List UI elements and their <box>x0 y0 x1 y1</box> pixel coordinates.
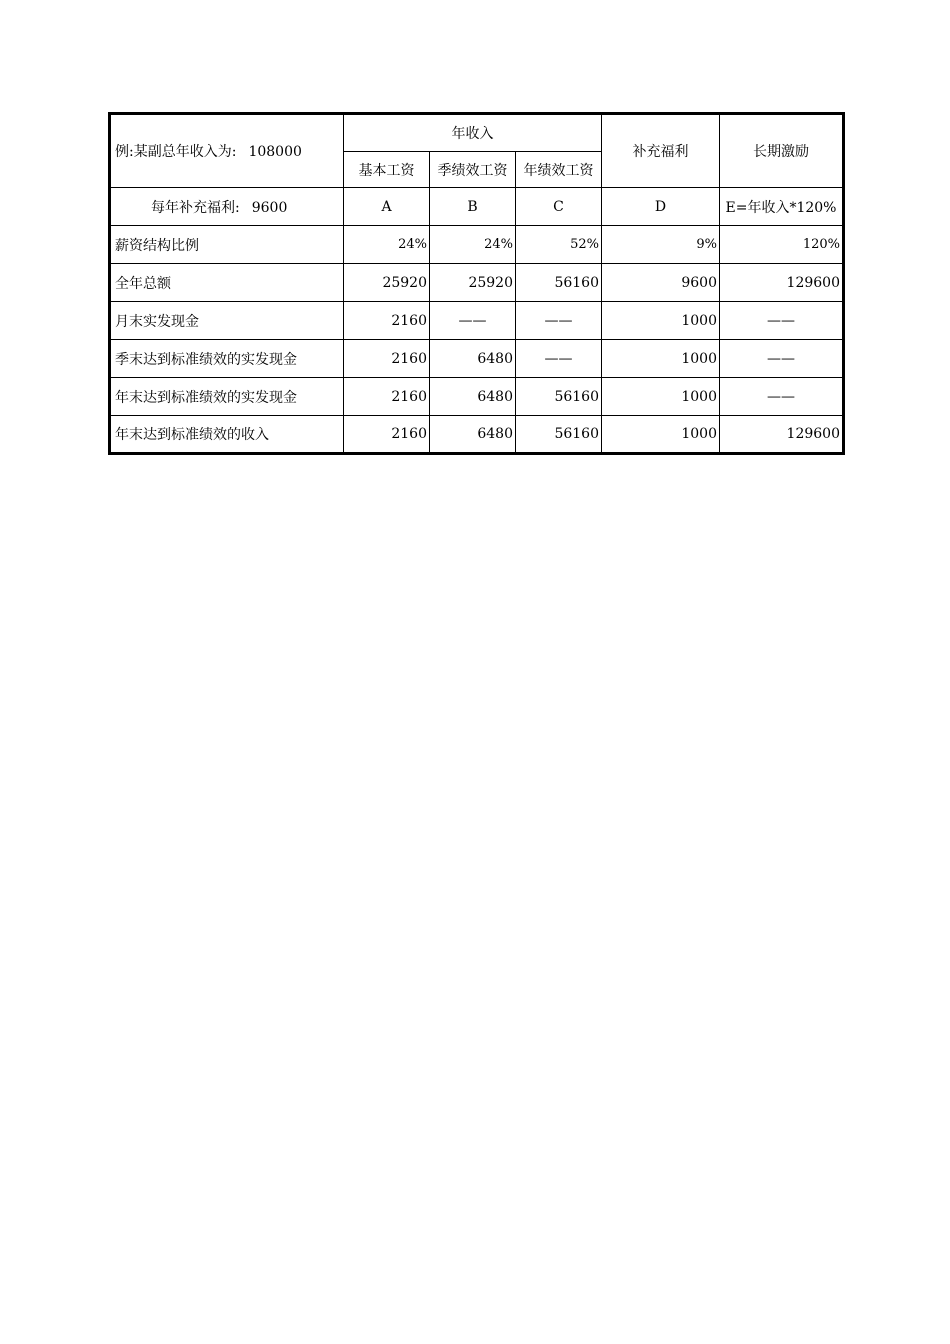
cell-a: 25920 <box>344 264 430 302</box>
cell-e: —— <box>720 378 844 416</box>
table-row <box>110 302 844 340</box>
long-term-incentive-header: 长期激励 <box>720 114 844 188</box>
row-label: 年末达到标准绩效的收入 <box>110 416 344 454</box>
cell-d: 1000 <box>602 378 720 416</box>
cell-e: 129600 <box>720 416 844 454</box>
table-row <box>110 378 844 416</box>
table-row <box>110 226 844 264</box>
code-b: B <box>430 188 516 226</box>
cell-d: 1000 <box>602 340 720 378</box>
cell-d: 1000 <box>602 416 720 454</box>
cell-e: 129600 <box>720 264 844 302</box>
annual-perf-header: 年绩效工资 <box>516 152 602 188</box>
quarterly-perf-header: 季绩效工资 <box>430 152 516 188</box>
row-label: 全年总额 <box>110 264 344 302</box>
code-d: D <box>602 188 720 226</box>
example-income-label: 例:某副总年收入为: <box>115 144 237 160</box>
benefit-header: 补充福利 <box>602 114 720 188</box>
cell-c: 56160 <box>516 416 602 454</box>
cell-b: 6480 <box>430 378 516 416</box>
cell-e: —— <box>720 302 844 340</box>
cell-b: —— <box>430 302 516 340</box>
row-label: 季末达到标准绩效的实发现金 <box>110 340 344 378</box>
code-a: A <box>344 188 430 226</box>
cell-a: 2160 <box>344 302 430 340</box>
cell-a: 2160 <box>344 340 430 378</box>
cell-a: 2160 <box>344 378 430 416</box>
example-benefit-value: 9600 <box>251 199 288 216</box>
cell-a: 24% <box>344 226 430 264</box>
cell-d: 1000 <box>602 302 720 340</box>
example-benefit-cell <box>110 188 344 226</box>
code-e: E=年收入*120% <box>720 188 844 226</box>
salary-structure-table <box>108 112 845 455</box>
base-salary-header: 基本工资 <box>344 152 430 188</box>
cell-a: 2160 <box>344 416 430 454</box>
cell-b: 6480 <box>430 416 516 454</box>
cell-e: —— <box>720 340 844 378</box>
cell-b: 25920 <box>430 264 516 302</box>
example-income-value: 108000 <box>248 144 302 160</box>
cell-c: 56160 <box>516 264 602 302</box>
table-row <box>110 264 844 302</box>
cell-b: 24% <box>430 226 516 264</box>
cell-c: 56160 <box>516 378 602 416</box>
row-label: 月末实发现金 <box>110 302 344 340</box>
cell-b: 6480 <box>430 340 516 378</box>
annual-income-header: 年收入 <box>344 114 602 152</box>
cell-c: 52% <box>516 226 602 264</box>
table-row <box>110 340 844 378</box>
cell-c: —— <box>516 302 602 340</box>
table-row <box>110 416 844 454</box>
cell-d: 9600 <box>602 264 720 302</box>
example-income-cell <box>110 114 344 188</box>
cell-c: —— <box>516 340 602 378</box>
cell-d: 9% <box>602 226 720 264</box>
code-c: C <box>516 188 602 226</box>
row-label: 年末达到标准绩效的实发现金 <box>110 378 344 416</box>
example-benefit-label: 每年补充福利: <box>151 199 240 216</box>
row-label: 薪资结构比例 <box>110 226 344 264</box>
cell-e: 120% <box>720 226 844 264</box>
